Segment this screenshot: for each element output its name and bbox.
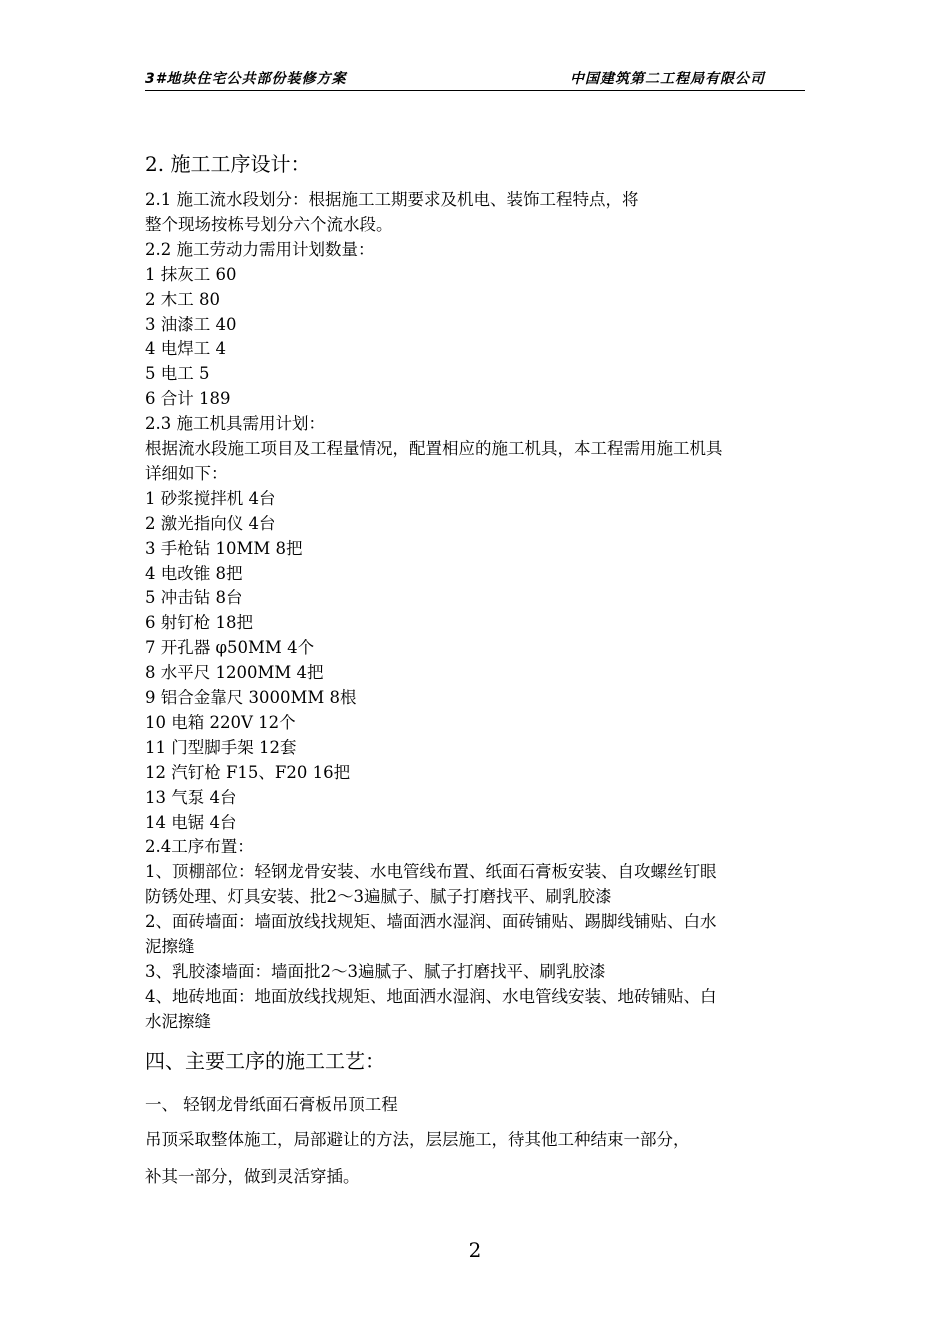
body-line: 2.2 施工劳动力需用计划数量： bbox=[145, 239, 375, 259]
body-line: 2 木工 80 bbox=[145, 289, 220, 309]
body-line: 4、地砖地面：地面放线找规矩、地面洒水湿润、水电管线安装、地砖铺贴、白 bbox=[145, 986, 717, 1006]
body-line: 2.3 施工机具需用计划： bbox=[145, 414, 325, 434]
body-line: 水泥擦缝 bbox=[145, 1011, 211, 1031]
subsection-title: 一、 轻钢龙骨纸面石膏板吊顶工程 bbox=[145, 1095, 398, 1114]
body-line: 12 汽钉枪 F15、F20 16把 bbox=[145, 762, 351, 782]
body-line: 9 铝合金靠尺 3000MM 8根 bbox=[145, 688, 357, 707]
paragraph-line: 吊顶采取整体施工，局部避让的方法，层层施工，待其他工种结束一部分， bbox=[145, 1130, 690, 1149]
body-line: 6 射钉枪 18把 bbox=[145, 613, 253, 633]
body-line: 11 门型脚手架 12套 bbox=[145, 737, 297, 757]
page-number: 2 bbox=[468, 1238, 482, 1262]
header-project-title: 3#地块住宅公共部份装修方案 bbox=[145, 71, 347, 87]
body-line: 2.1 施工流水段划分：根据施工工期要求及机电、装饰工程特点，将 bbox=[145, 190, 639, 209]
body-line: 泥擦缝 bbox=[145, 937, 195, 956]
body-line: 防锈处理、灯具安装、批2～3遍腻子、腻子打磨找平、刷乳胶漆 bbox=[145, 887, 612, 907]
body-line: 13 气泵 4台 bbox=[145, 787, 237, 807]
body-line: 详细如下： bbox=[145, 463, 228, 483]
body-line: 1 砂浆搅拌机 4台 bbox=[145, 488, 276, 508]
body-line: 4 电改锥 8把 bbox=[145, 563, 243, 583]
page-header bbox=[145, 68, 805, 91]
section-title: 2. 施工工序设计： bbox=[145, 152, 311, 176]
body-line: 2、面砖墙面：墙面放线找规矩、墙面洒水湿润、面砖铺贴、踢脚线铺贴、白水 bbox=[145, 912, 717, 932]
body-line: 8 水平尺 1200MM 4把 bbox=[145, 663, 324, 683]
body-line: 根据流水段施工项目及工程量情况，配置相应的施工机具，本工程需用施工机具 bbox=[145, 439, 723, 458]
body-line: 1、顶棚部位：轻钢龙骨安装、水电管线布置、纸面石膏板安装、自攻螺丝钉眼 bbox=[145, 862, 717, 882]
body-line: 3 油漆工 40 bbox=[145, 314, 237, 334]
chapter-title: 四、主要工序的施工工艺： bbox=[145, 1049, 385, 1073]
body-line: 2 激光指向仪 4台 bbox=[145, 513, 276, 533]
body-line: 5 电工 5 bbox=[145, 364, 210, 384]
paragraph-line: 补其一部分，做到灵活穿插。 bbox=[145, 1167, 360, 1186]
body-line: 3、乳胶漆墙面：墙面批2～3遍腻子、腻子打磨找平、刷乳胶漆 bbox=[145, 961, 606, 981]
body-line: 3 手枪钻 10MM 8把 bbox=[145, 538, 303, 558]
body-line: 5 冲击钻 8台 bbox=[145, 588, 243, 608]
body-line: 整个现场按栋号划分六个流水段。 bbox=[145, 214, 393, 234]
body-line: 2.4工序布置： bbox=[145, 837, 254, 857]
body-line: 14 电锯 4台 bbox=[145, 812, 237, 832]
body-line: 6 合计 189 bbox=[145, 389, 231, 409]
header-company-name: 中国建筑第二工程局有限公司 bbox=[570, 71, 765, 87]
body-line: 1 抹灰工 60 bbox=[145, 264, 237, 284]
body-line: 7 开孔器 φ50MM 4个 bbox=[145, 638, 315, 658]
body-line: 4 电焊工 4 bbox=[145, 339, 226, 359]
body-line: 10 电箱 220V 12个 bbox=[145, 712, 296, 732]
